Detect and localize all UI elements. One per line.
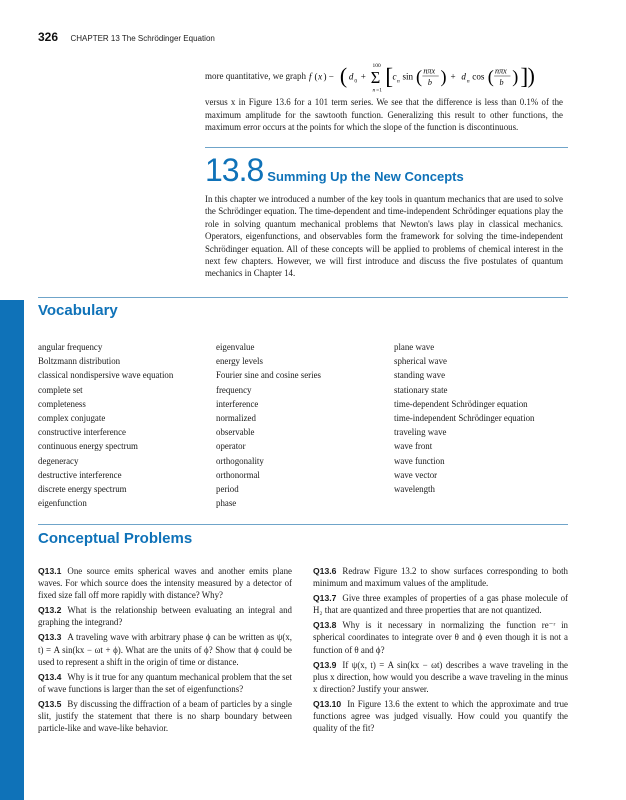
problem-id: Q13.6 [313,566,337,576]
problem-id: Q13.4 [38,671,62,682]
svg-text:b: b [427,78,432,88]
svg-text:d: d [348,71,354,82]
svg-text:[: [ [385,64,394,91]
svg-text:(: ( [416,66,423,87]
svg-text:(: ( [314,71,318,82]
problems-column-left [38,565,292,737]
vocab-term: eigenfunction [38,498,87,509]
vocabulary-heading: Vocabulary [38,302,118,319]
vocab-term: plane wave [394,342,435,352]
intro-lead: more quantitative, we graph [205,70,306,81]
vocabulary-column-1 [38,340,173,510]
vocab-term: traveling wave [394,427,447,438]
section-heading [205,152,464,189]
vocabulary-column-3 [394,340,534,496]
problem-text: Redraw Figure 13.2 to show surfaces corresponding to both minimum and maximum values of the amplitude. [313,566,568,589]
vocab-term: orthogonality [216,455,264,466]
vocab-term: complete set [38,384,83,395]
svg-text:x: x [318,71,323,82]
problem-text: Why is it necessary in normalizing the function re⁻ʳ in spherical coordinates to integrate over θ and ϕ even though it is not a function of θ and ϕ? [313,620,568,655]
svg-text:Σ: Σ [370,68,381,88]
svg-text:) −: ) − [323,71,334,82]
vocab-term: destructive interference [38,469,122,480]
vocab-term: degeneracy [38,455,79,466]
svg-text:): ) [512,66,519,87]
svg-text:cos: cos [472,71,485,82]
vocab-term: spherical wave [394,356,447,367]
svg-text:nπx: nπx [494,66,507,76]
vocab-term: continuous energy spectrum [38,441,138,452]
vocab-term: orthonormal [216,469,260,480]
problem-item [313,565,568,589]
problems-heading: Conceptual Problems [38,530,193,547]
problem-id: Q13.2 [38,605,62,616]
vocab-term: wave function [394,455,445,466]
svg-text:n: n [396,78,400,85]
problem-item [38,698,292,734]
svg-text:100: 100 [372,62,381,69]
problem-id: Q13.9 [313,659,337,670]
problem-id: Q13.7 [313,593,337,604]
vocab-term: Boltzmann distribution [38,356,121,367]
svg-text:b: b [499,78,504,88]
problem-item [313,659,568,695]
vocab-term: eigenvalue [216,342,255,352]
svg-text:d: d [461,71,466,82]
svg-text:): ) [527,64,535,89]
fourier-series-equation [309,56,563,96]
vocab-term: interference [216,398,259,409]
svg-text:n: n [466,78,470,85]
svg-text:n: n [372,87,376,94]
svg-text:(: ( [487,66,494,87]
vocab-term: normalized [216,413,256,424]
problem-text: If ψ(x, t) = A sin(kx − ωt) describes a wave traveling in the plus x direction, how would you describe a wave traveling in the minus x direction? Justify your answer. [313,659,568,694]
svg-text:c: c [392,71,397,82]
page-number: 326 [38,30,59,44]
svg-text:]: ] [520,64,529,91]
svg-text:nπx: nπx [423,66,436,76]
problem-id: Q13.8 [313,620,337,631]
problem-item [38,631,292,667]
vocab-term: discrete energy spectrum [38,484,127,495]
vocab-term: Fourier sine and cosine series [216,370,321,381]
vocab-term: complex conjugate [38,413,106,424]
vocab-term: time-dependent Schrödinger equation [394,398,528,409]
svg-text:(: ( [339,64,348,89]
problems-rule [38,524,568,525]
svg-text:=1: =1 [376,87,382,94]
vocab-term: classical nondispersive wave equation [38,370,174,381]
section-body: In this chapter we introduced a number of the key tools in quantum mechanics that are used to solve the Schrödinger equation. The time-dependent and time-independent Schrödinger equations play the role in solving quantum mechanical problems that Newton's laws play in classical mechanics. Operators, eigenfunctions, and observables form the framework for solving the time-independent Schrödinger equation. All of these concepts will be applied to problems of chemical interest in the next few chapters. However, we will first introduce and discuss the five postulates of quantum mechanics in Chapter 14. [205,194,563,279]
problem-text: Give three examples of properties of a gas phase molecule of H₂ that are quantized and three properties that are not quantized. [313,593,568,616]
problem-item [38,671,292,695]
vocab-term: operator [216,441,246,452]
svg-text:f: f [308,71,312,82]
svg-text:0: 0 [354,78,358,85]
vocab-term: angular frequency [38,342,103,352]
vocab-term: period [216,484,239,495]
section-title: Summing Up the New Concepts [267,169,464,184]
chapter-title: CHAPTER 13 The Schrödinger Equation [70,34,215,43]
problems-column-right [313,565,568,737]
problem-item [313,698,568,734]
vocab-term: energy levels [216,356,263,367]
svg-text:): ) [440,66,447,87]
intro-text: versus x in Figure 13.6 for a 101 term series. We see that the difference is less than 0.1% of the maximum amplitude for the sawtooth function. Generalizing this result to other functions, the maximum error occurs at the points for which the slope of the function is discontinuous. [205,97,563,132]
problem-id: Q13.1 [38,566,62,576]
problem-text: Why is it true for any quantum mechanical problem that the set of wave functions is larger than the set of eigenfunctions? [38,671,292,694]
vocabulary-column-2 [216,340,321,510]
problem-item [38,604,292,628]
problem-item [38,565,292,601]
problem-id: Q13.10 [313,698,342,709]
svg-text:+: + [360,71,366,82]
section-top-rule [205,147,568,148]
problem-text: A traveling wave with arbitrary phase ϕ can be written as ψ(x, t) = A sin(kx − ωt + ϕ). What are the units of ϕ? Show that ϕ could be used to represent a shift in the origin of time or distance. [38,632,292,667]
svg-text:+: + [450,71,456,82]
svg-text:sin: sin [402,71,413,82]
vocab-term: standing wave [394,370,446,381]
intro-paragraph [205,56,563,134]
problem-text: In Figure 13.6 the extent to which the approximate and true functions agree was judged visually. How could you quantify the quality of the fit? [313,698,568,734]
running-header [38,28,215,46]
problem-item [313,619,568,655]
problem-id: Q13.3 [38,632,62,643]
problem-text: By discussing the diffraction of a beam of particles by a single slit, justify the statement that there is no sharp boundary between particle-like and wave-like behavior. [38,698,292,734]
problem-item [313,592,568,616]
vocab-term: frequency [216,384,252,395]
vocab-term: phase [216,498,237,509]
vocab-term: wave vector [394,469,438,480]
vocabulary-rule [38,297,568,298]
vocab-term: stationary state [394,384,448,395]
section-number: 13.8 [205,152,264,188]
equation-line [205,56,563,96]
problem-text: What is the relationship between evaluating an integral and graphing the integrand? [38,605,292,628]
vocab-term: wavelength [394,484,435,495]
vocab-term: time-independent Schrödinger equation [394,413,535,424]
vocab-term: constructive interference [38,427,126,438]
vocab-term: wave front [394,441,433,452]
problem-text: One source emits spherical waves and another emits plane waves. For which source does the intensity measured by a detector of fixed size fall off more rapidly with distance? Why? [38,566,292,601]
problem-id: Q13.5 [38,698,62,709]
vocab-term: completeness [38,398,86,409]
chapter-sidebar-band [0,300,24,800]
vocab-term: observable [216,427,255,438]
